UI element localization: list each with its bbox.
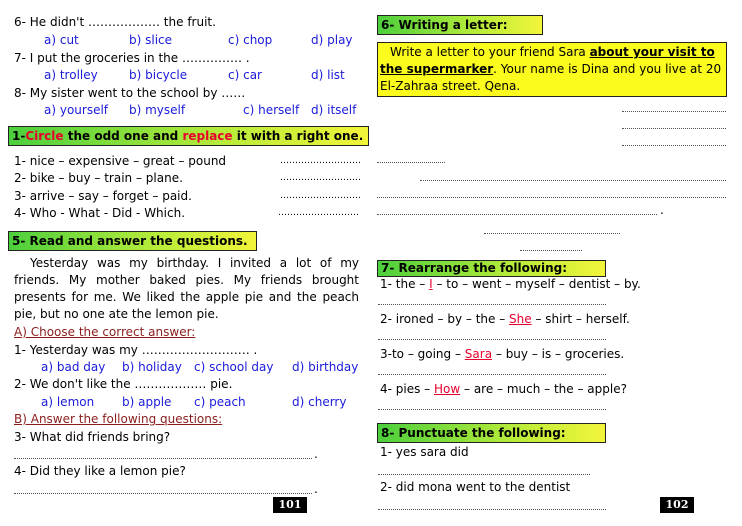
letter-line-period: . — [660, 203, 664, 217]
q8-option-c: c) herself — [243, 103, 300, 117]
q7-option-b: b) bicycle — [129, 68, 188, 82]
b3-answer-line — [14, 458, 312, 459]
a2-option-b: b) apple — [122, 395, 172, 409]
reading-passage: Yesterday was my birthday. I invited a lot of my friends. My mother baked pies. My friends brought presents for me. We liked the apple pie and the peach pie, but no one ate the lemon pie. — [14, 256, 359, 321]
section-7-header: 7- Rearrange the following: — [377, 260, 606, 277]
punctuate-item-2: 2- did mona went to the dentist — [380, 480, 571, 494]
letter-line-2 — [622, 128, 726, 129]
letter-line-5 — [420, 180, 726, 181]
b4-answer-period: . — [314, 482, 318, 496]
q7-option-d: d) list — [311, 68, 345, 82]
rearrange-item-3: 3-to – going – Sara – buy – is – groceries. — [380, 347, 625, 361]
odd-answer-4: ……………………… — [278, 208, 359, 218]
b3-question: 3- What did friends bring? — [14, 430, 171, 444]
section-6-header: 6- Writing a letter: — [377, 15, 543, 35]
rearrange-line-1 — [378, 304, 606, 305]
odd-item-3: 3- arrive – say – forget – paid. — [14, 189, 192, 203]
odd-answer-2: ……………………… — [280, 173, 361, 183]
q8-question: 8- My sister went to the school by …… — [14, 86, 246, 100]
a2-option-d: d) cherry — [292, 395, 347, 409]
odd-item-4: 4- Who - What - Did - Which. — [14, 206, 186, 220]
letter-signature-line — [520, 250, 582, 251]
q8-option-b: b) myself — [129, 103, 186, 117]
a1-option-b: b) holiday — [122, 360, 182, 374]
section-5-header: 5- Read and answer the questions. — [8, 231, 257, 251]
q6-option-a: a) cut — [44, 33, 79, 47]
a2-question: 2- We don't like the ……………… pie. — [14, 377, 233, 391]
a2-option-c: c) peach — [194, 395, 246, 409]
q7-option-c: c) car — [228, 68, 262, 82]
letter-line-3 — [622, 145, 726, 146]
a1-option-c: c) school day — [194, 360, 274, 374]
rearrange-item-1: 1- the – I – to – went – myself – dentist – by. — [380, 277, 641, 291]
rearrange-line-4 — [378, 409, 606, 410]
letter-line-1 — [622, 111, 726, 112]
q7-option-a: a) trolley — [44, 68, 98, 82]
q6-question: 6- He didn't ……………… the fruit. — [14, 15, 216, 29]
q6-option-b: b) slice — [129, 33, 173, 47]
a1-option-d: d) birthday — [292, 360, 359, 374]
letter-line-6 — [377, 197, 726, 198]
letter-closing-line — [484, 233, 620, 234]
b3-answer-period: . — [314, 447, 318, 461]
q8-option-d: d) itself — [311, 103, 357, 117]
subsection-b-title: B) Answer the following questions: — [14, 412, 223, 426]
rearrange-item-2: 2- ironed – by – the – She – shirt – herself. — [380, 312, 630, 326]
page-number-left: 101 — [273, 497, 307, 513]
punctuate-item-1: 1- yes sara did — [380, 445, 469, 459]
q7-question: 7- I put the groceries in the …………… . — [14, 51, 250, 65]
a2-option-a: a) lemon — [41, 395, 95, 409]
a1-option-a: a) bad day — [41, 360, 106, 374]
letter-line-7 — [377, 214, 657, 215]
punctuate-line-1 — [378, 474, 590, 475]
punctuate-line-2 — [378, 509, 606, 510]
a1-question: 1- Yesterday was my ……………………… . — [14, 343, 258, 357]
q6-option-c: c) chop — [228, 33, 273, 47]
odd-answer-3: ……………………… — [280, 191, 361, 201]
page-number-right: 102 — [660, 497, 694, 513]
subsection-a-title: A) Choose the correct answer: — [14, 325, 196, 339]
rearrange-line-3 — [378, 374, 606, 375]
rearrange-line-2 — [378, 339, 606, 340]
odd-item-2: 2- bike – buy – train – plane. — [14, 171, 183, 185]
letter-line-4 — [377, 162, 445, 163]
q8-option-a: a) yourself — [44, 103, 109, 117]
q6-option-d: d) play — [311, 33, 353, 47]
rearrange-item-4: 4- pies – How – are – much – the – apple? — [380, 382, 627, 396]
odd-answer-1: ……………………… — [280, 156, 361, 166]
odd-item-1: 1- nice – expensive – great – pound — [14, 154, 227, 168]
letter-instruction-box: Write a letter to your friend Sara about your visit to the supermarker. Your name is Dina and you live at 20 El-Zahraa street. Qena. — [377, 42, 727, 97]
section-1-header: 1-Circle the odd one and replace it with a right one. — [8, 126, 369, 146]
b4-question: 4- Did they like a lemon pie? — [14, 464, 186, 478]
b4-answer-line — [14, 493, 312, 494]
section-8-header: 8- Punctuate the following: — [377, 423, 606, 443]
